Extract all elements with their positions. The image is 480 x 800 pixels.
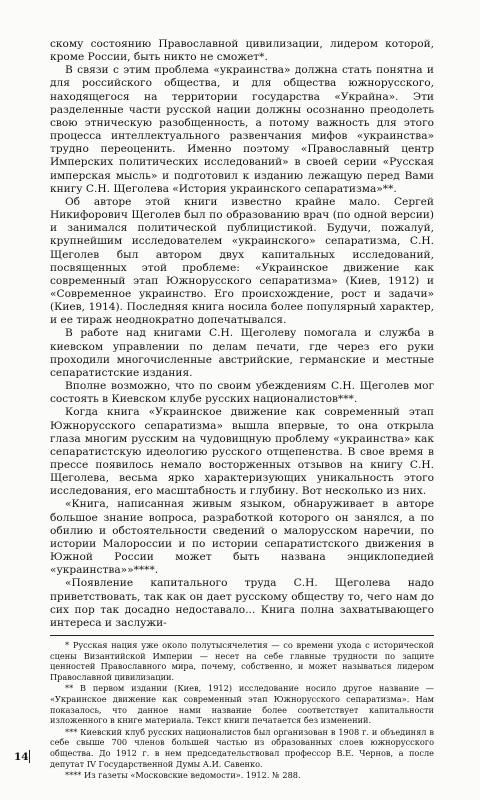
page-number-rule <box>29 750 30 763</box>
paragraph-ukrainstvo-problem: В связи с этим проблема «украинства» должна стать понятна и для российского общества, и для общества южнорусского, находящегося на территории государства «Украйна». Эти разделенные части русской нации должны осознанно преодолеть свою этническую разобщенность, а потому важность для этого процесса интеллектуального развенчания мифов «украинства» трудно переоценить. Именно поэтому «Православный центр Имперских политических исследований» в своей серии «Русская имперская мысль» и подготовил к изданию лежащую перед Вами книгу С.Н. Щеголева «История украинского сепаратизма»**. <box>50 64 434 195</box>
footnote-4: **** Из газеты «Московские ведомости». 1912. № 288. <box>65 770 301 781</box>
paragraph-first-publication: Когда книга «Украинское движение как современный этап Южнорусского сепаратизма» вышла впервые, то она открыла глаза многим русским на чудовищную проблему «украинства» как сепаратистскую идеологию русского отщепенства. В свое время в прессе появилось немало восторженных отзывов на книгу С.Н. Щеголева, весьма ярко характеризующих уникальность этого исследования, его масштабность и глубину. Вот несколько из них. <box>50 406 434 498</box>
footnote-1: * Русская нация уже около полутысячелетия — со времени ухода с исторической сцены Византийской Империи — несет на себе главные трудности по защите ценностей Православного мира, почему, собственно, и может называться лидером Православной цивилизации. <box>50 640 434 682</box>
paragraph-press-service: В работе над книгами С.Н. Щеголеву помогала и служба в киевском управлении по делам печати, где через его руки проходили многочисленные австрийские, германские и местные сепаратистские издания. <box>50 327 434 379</box>
footnote-divider <box>50 635 434 636</box>
page-number: 14 <box>14 751 29 763</box>
main-text <box>50 38 434 630</box>
footnote-2: ** В первом издании (Киев, 1912) исследование носило другое название — «Украинское движение как современный этап Южнорусского сепаратизма». Нам показалось, что данное нами название более соответствует капитальности изложенного в книге материала. Текст книги печатается без изменений. <box>50 683 434 726</box>
paragraph-continuation: скому состоянию Православной цивилизации, лидером которой, кроме России, быть никто не сможет*. <box>50 38 434 64</box>
paragraph-review-quote-1: «Книга, написанная живым языком, обнаруживает в авторе большое знание вопроса, разработкой которого он занялся, а по обилию и обстоятельности сведений о малорусском наречии, по истории Малороссии и по истории сепаратистского движения в Южной России может быть названа энциклопедией «украинства»»****. <box>50 498 434 577</box>
paragraph-club-membership: Вполне возможно, что по своим убеждениям С.Н. Щеголев мог состоять в Киевском клубе русских националистов***. <box>50 380 434 406</box>
footnote-3: *** Киевский клуб русских националистов был организован в 1908 г. и объединял в себе свыше 700 членов большей частью из образованных слоев южнорусского общества. До 1912 г. в нем председательствовал профессор В.Е. Чернов, а после депутат IV Государственной Думы А.И. Савенко. <box>50 726 434 769</box>
paragraph-review-quote-2: «Появление капитального труда С.Н. Щеголева надо приветствовать, так как он дает русскому обществу то, чего нам до сих пор так досадно недоставало... Книга полна захватывающего интереса и заслужи- <box>50 577 434 629</box>
paragraph-about-author: Об авторе этой книги известно крайне мало. Сергей Никифорович Щеголев был по образованию врач (по одной версии) и занимался политической публицистикой. Будучи, пожалуй, крупнейшим исследователем «украинского» сепаратизма, С.Н. Щеголев был автором двух капитальных исследований, посвященных этой проблеме: «Украинское движение как современный этап Южнорусского сепаратизма» (Киев, 1912) и «Современное украинство. Его происхождение, рост и задачи» (Киев, 1914). Последняя книга носила более популярный характер, и ее тираж неоднократно допечатывался. <box>50 195 434 327</box>
page-body <box>50 38 434 782</box>
footnotes <box>50 640 434 781</box>
